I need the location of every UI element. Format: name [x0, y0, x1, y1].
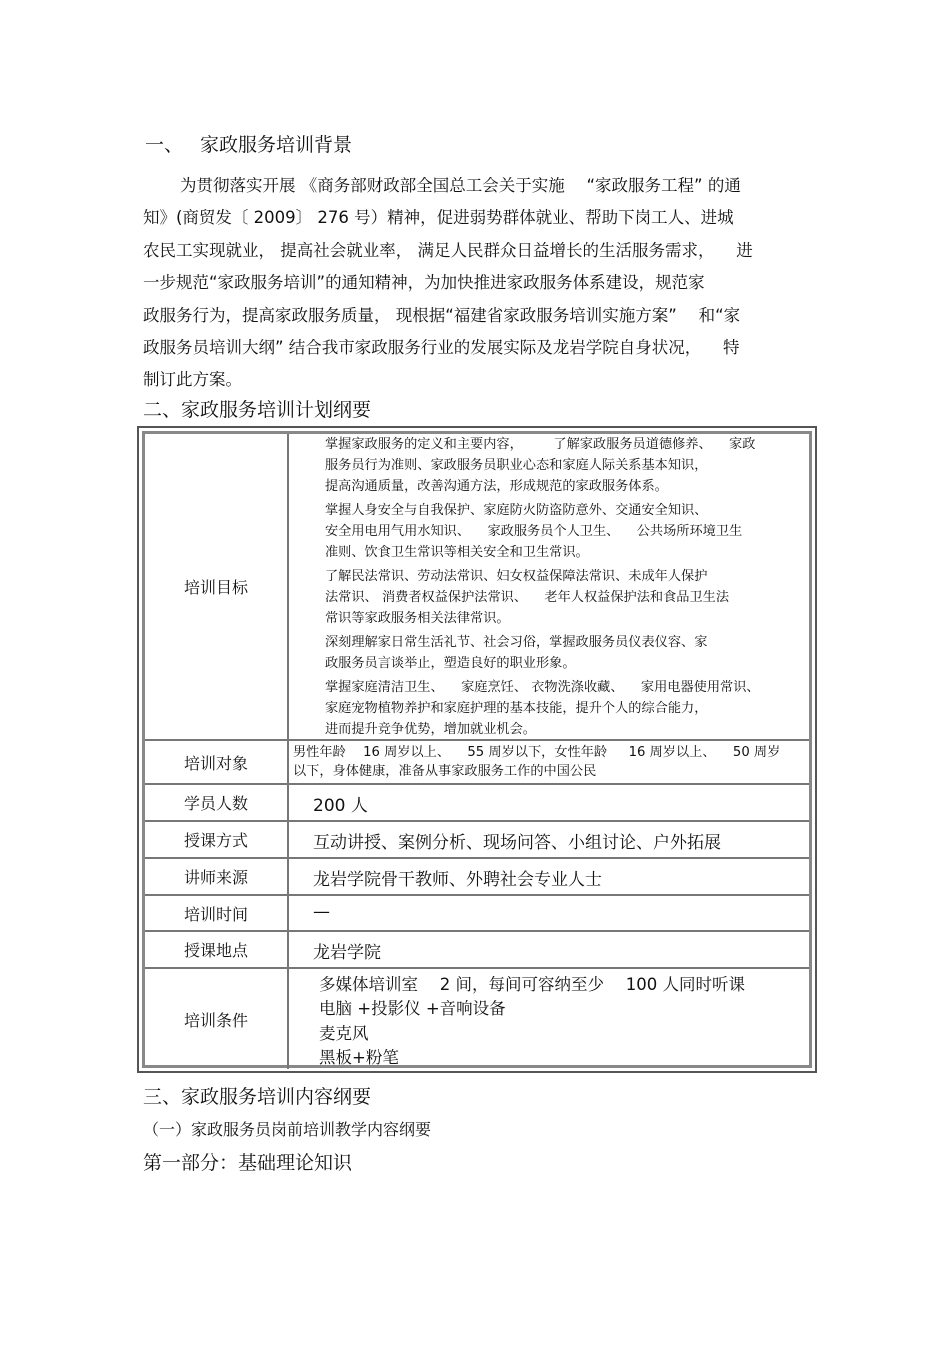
place-value: 龙岩学院	[313, 943, 381, 963]
method-label: 授课方式	[145, 822, 289, 857]
goal-line: 深刻理解家日常生活礼节、社会习俗，掌握政服务员仪表仪容、家	[325, 635, 708, 650]
goal-line: 了解民法常识、劳动法常识、妇女权益保障法常识、未成年人保护	[325, 569, 708, 584]
goal-line: 服务员行为准则、家政服务员职业心态和家庭人际关系基本知识，	[325, 458, 708, 473]
para-line: 制订此方案。	[143, 370, 242, 390]
goal-line: 家庭宠物植物养护和家庭护理的基本技能，提升个人的综合能力，	[325, 701, 708, 716]
table-row-goal	[145, 434, 809, 741]
table-row-time	[145, 896, 809, 932]
section3-subtitle: （一）家政服务员岗前培训教学内容纲要	[143, 1120, 432, 1139]
section1-title: 家政服务培训背景	[200, 134, 353, 156]
table-row-conditions	[145, 969, 809, 1069]
goal-line: 政服务员言谈举止，塑造良好的职业形象。	[325, 656, 576, 671]
time-label: 培训时间	[145, 896, 289, 930]
count-value: 200 人	[313, 796, 368, 816]
teacher-label: 讲师来源	[145, 859, 289, 894]
count-label: 学员人数	[145, 785, 289, 820]
conditions-line: 黑板+粉笔	[319, 1048, 399, 1067]
time-value: —	[313, 902, 330, 922]
table-row-count	[145, 785, 809, 822]
goal-line: 进而提升竞争优势，增加就业机会。	[325, 722, 536, 737]
method-value: 互动讲授、案例分析、现场问答、小组讨论、户外拓展	[313, 833, 721, 853]
target-label: 培训对象	[145, 741, 289, 783]
conditions-label: 培训条件	[145, 969, 289, 1069]
para-line: 知》(商贸发〔 2009〕 276 号）精神，促进弱势群体就业、帮助下岗工人、进城	[143, 208, 734, 228]
teacher-value: 龙岩学院骨干教师、外聘社会专业人士	[313, 870, 602, 890]
place-label: 授课地点	[145, 932, 289, 967]
para-line: 政服务员培训大纲” 结合我市家政服务行业的发展实际及龙岩学院自身状况， 特	[143, 337, 740, 357]
target-line: 男性年龄 16 周岁以上、 55 周岁以下，女性年龄 16 周岁以上、 50 周岁	[293, 745, 781, 760]
table-row-teacher	[145, 859, 809, 896]
table-row-method	[145, 822, 809, 859]
section3-part-title: 第一部分：基础理论知识	[143, 1152, 353, 1174]
section1-number: 一、	[145, 134, 184, 156]
conditions-line: 麦克风	[319, 1024, 369, 1043]
section3-title: 三、家政服务培训内容纲要	[143, 1086, 372, 1108]
para-line: 为贯彻落实开展 《商务部财政部全国总工会关于实施 “家政服务工程” 的通	[180, 176, 741, 195]
target-content	[289, 741, 809, 783]
para-line: 政服务行为，提高家政服务质量， 现根据“福建省家政服务培训实施方案” 和“家	[143, 305, 741, 325]
conditions-line: 电脑 +投影仪 +音响设备	[319, 999, 506, 1018]
goal-line: 提高沟通质量，改善沟通方法，形成规范的家政服务体系。	[325, 479, 668, 494]
goal-line: 法常识、 消费者权益保护法常识、 老年人权益保护法和食品卫生法	[325, 590, 730, 605]
goal-line: 掌握家政服务的定义和主要内容， 了解家政服务员道德修养、 家政	[325, 437, 756, 452]
goal-content	[289, 434, 809, 739]
goal-label: 培训目标	[145, 434, 289, 739]
conditions-line: 多媒体培训室 2 间，每间可容纳至少 100 人同时听课	[319, 975, 745, 994]
table-row-target	[145, 741, 809, 785]
goal-line: 掌握人身安全与自我保护、家庭防火防盗防意外、交通安全知识、	[325, 503, 708, 518]
para-line: 农民工实现就业， 提高社会就业率， 满足人民群众日益增长的生活服务需求， 进	[143, 240, 753, 260]
goal-line: 准则、饮食卫生常识等相关安全和卫生常识。	[325, 545, 589, 560]
goal-line: 安全用电用气用水知识、 家政服务员个人卫生、 公共场所环境卫生	[325, 524, 743, 539]
section1-paragraph	[143, 170, 807, 397]
training-plan-table	[137, 426, 817, 1073]
goal-line: 掌握家庭清洁卫生、 家庭烹饪、 衣物洗涤收藏、 家用电器使用常识、	[325, 680, 760, 695]
para-line: 一步规范“家政服务培训”的通知精神，为加快推进家政服务体系建设，规范家	[143, 273, 705, 293]
table-row-place	[145, 932, 809, 969]
target-line: 以下，身体健康，准备从事家政服务工作的中国公民	[293, 764, 597, 779]
section2-title: 二、家政服务培训计划纲要	[143, 399, 372, 421]
conditions-content	[289, 969, 809, 1069]
goal-line: 常识等家政服务相关法律常识。	[325, 611, 510, 626]
